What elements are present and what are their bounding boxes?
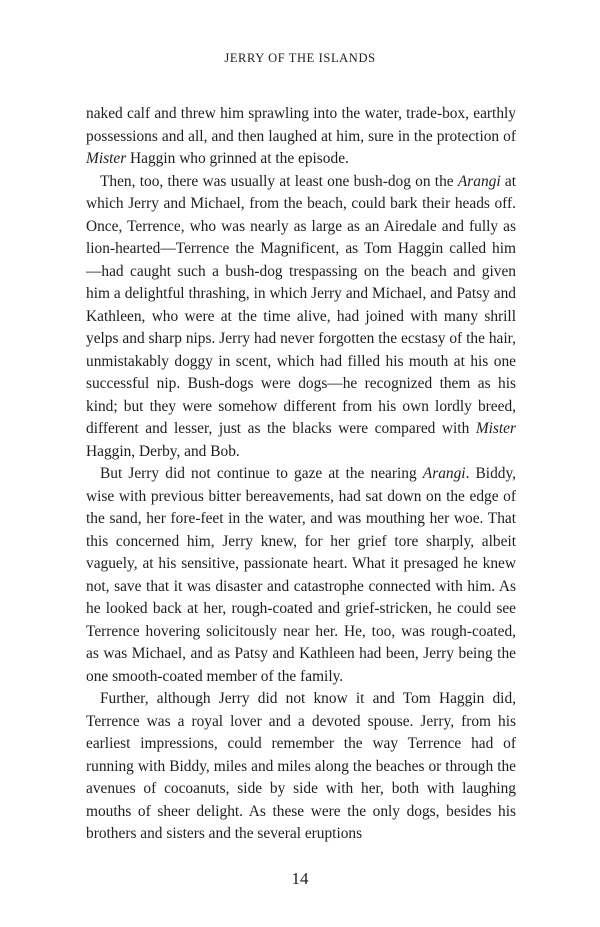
italic-text-segment: Arangi <box>422 465 466 482</box>
italic-text-segment: Mister <box>475 420 516 437</box>
text-segment: But Jerry did not continue to gaze at the nearing <box>100 465 423 482</box>
paragraph <box>86 463 516 688</box>
text-segment: at which Jerry and Michael, from the beach, could bark their heads off. Once, Terrence, who was nearly as large as an Airedale and fully as lion-hearted—Terrence the Magnificent, as Tom Haggin called him—had caught such a bush-dog trespassing on the beach and given him a delightful thrashing, in which Jerry and Michael, and Patsy and Kathleen, who were at the time alive, had joined with many shrill yelps and sharp nips. Jerry had never forgotten the ecstasy of the hair, unmistakably doggy in scent, which had filled his mouth at his one successful nip. Bush-dogs were dogs—he recognized them as his kind; but they were somehow different from his own lordly breed, different and lesser, just as the blacks were compared with <box>86 172 516 437</box>
paragraph <box>86 171 516 464</box>
running-head: JERRY OF THE ISLANDS <box>224 51 376 65</box>
italic-text-segment: Mister <box>86 150 127 167</box>
body-text <box>86 103 516 846</box>
text-segment: Haggin who grinned at the episode. <box>126 150 349 167</box>
text-segment: Then, too, there was usually at least one bush-dog on the <box>100 172 458 190</box>
text-segment: naked calf and threw him sprawling into the water, trade-box, earthly possessions and all, and then laughed at him, sure in the protection of <box>86 105 516 145</box>
italic-text-segment: Arangi <box>457 172 501 190</box>
paragraph <box>86 688 516 846</box>
page-number: 14 <box>291 869 309 888</box>
text-segment: Haggin, Derby, and Bob. <box>86 442 240 460</box>
text-segment: . Biddy, wise with previous bitter bereavements, had sat down on the edge of the sand, her fore-feet in the water, and was mouthing her woe. That this concerned him, Jerry knew, for her grief tore sharply, albeit vaguely, at his sensitive, passionate heart. What it presaged he knew not, save that it was disaster and catastrophe connected with him. As he looked back at her, rough-coated and grief-stricken, he could see Terrence hovering solicitously near her. He, too, was rough-coated, as was Michael, and as Patsy and Kathleen had been, Jerry being the one smooth-coated member of the family. <box>86 465 517 685</box>
paragraph <box>86 103 516 171</box>
text-segment: Further, although Jerry did not know it and Tom Haggin did, Terrence was a royal lover and a devoted spouse. Jerry, from his earliest impressions, could remember the way Terrence had of running with Biddy, miles and miles along the beaches or through the avenues of cocoanuts, side by side with her, both with laughing mouths of sheer delight. As these were the only dogs, besides his brothers and sisters and the several eruptions <box>86 690 516 842</box>
